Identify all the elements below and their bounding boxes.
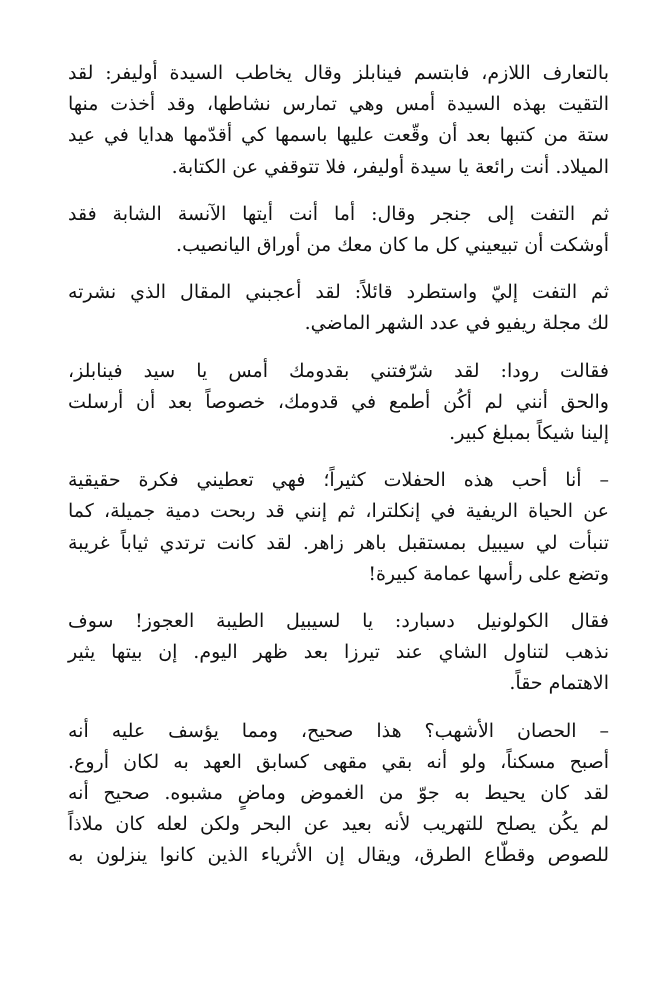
text-line: للصوص وقطّاع الطرق، ويقال إن الأثرياء الذين كانوا ينزلون به <box>68 844 609 867</box>
text-line: التقيت بهذه السيدة أمس وهي تمارس نشاطها، وقد أخذت منها <box>68 93 609 116</box>
text-line: – الحصان الأشهب؟ هذا صحيح، ومما يؤسف عليه أنه <box>68 719 609 742</box>
text-line: أوشكت أن تبيعيني كل ما كان معك من أوراق اليانصيب. <box>176 234 609 257</box>
text-line: إلينا شيكاً بمبلغ كبير. <box>449 422 609 445</box>
paragraph-4 <box>68 356 609 450</box>
paragraph-1 <box>68 58 609 183</box>
text-line: – أنا أحب هذه الحفلات كثيراً؛ فهي تعطيني فكرة حقيقية <box>68 469 609 492</box>
text-line: فقال الكولونيل دسبارد: يا لسيبيل الطيبة العجوز! سوف <box>68 610 609 633</box>
text-line: ستة من كتبها بعد أن وقّعت عليها باسمها كي أقدّمها هدايا في عيد <box>68 124 609 147</box>
text-line: ثم التفت إليّ واستطرد قائلاً: لقد أعجبني المقال الذي نشرته <box>68 281 609 304</box>
text-line: والحق أنني لم أكُن أطمع في قدومك، خصوصاً بعد أن أرسلت <box>68 390 609 413</box>
book-page <box>68 58 609 888</box>
text-line: عن الحياة الريفية في إنكلترا، ثم إنني قد ربحت دمية جميلة، كما <box>68 500 609 523</box>
text-line: الميلاد. أنت رائعة يا سيدة أوليفر، فلا تتوقفي عن الكتابة. <box>171 155 609 178</box>
paragraph-6 <box>68 606 609 700</box>
text-line: ثم التفت إلى جنجر وقال: أما أنت أيتها الآنسة الشابة فقد <box>68 202 609 225</box>
text-line: لم يكُن يصلح للتهريب لأنه بعيد عن البحر ولكن لعله كان ملاذاً <box>68 813 609 836</box>
paragraph-2 <box>68 199 609 261</box>
text-line: الاهتمام حقاً. <box>509 672 609 695</box>
text-line: نذهب لتناول الشاي عند تيرزا بعد ظهر اليوم. إن بيتها يثير <box>68 641 609 664</box>
text-line: وتضع على رأسها عمامة كبيرة! <box>368 562 609 585</box>
paragraph-7 <box>68 716 609 872</box>
text-line: فقالت رودا: لقد شرّفتني بقدومك أمس يا سيد فينابلز، <box>68 359 609 382</box>
text-line: تنبأت لي سيبيل بمستقبل باهر زاهر. لقد كانت ترتدي ثياباً غريبة <box>68 531 609 554</box>
paragraph-5 <box>68 465 609 590</box>
text-line: أصبح مسكناً، ولو أنه بقي مقهى كسابق العهد به لكان أروع. <box>68 750 609 773</box>
text-line: لك مجلة ريفيو في عدد الشهر الماضي. <box>304 312 609 335</box>
text-line: لقد كان يحيط به جوّ من الغموض وماضٍ مشبوه. صحيح أنه <box>68 782 609 805</box>
text-line: بالتعارف اللازم، فابتسم فينابلز وقال يخاطب السيدة أوليفر: لقد <box>68 62 609 84</box>
paragraph-3 <box>68 277 609 339</box>
